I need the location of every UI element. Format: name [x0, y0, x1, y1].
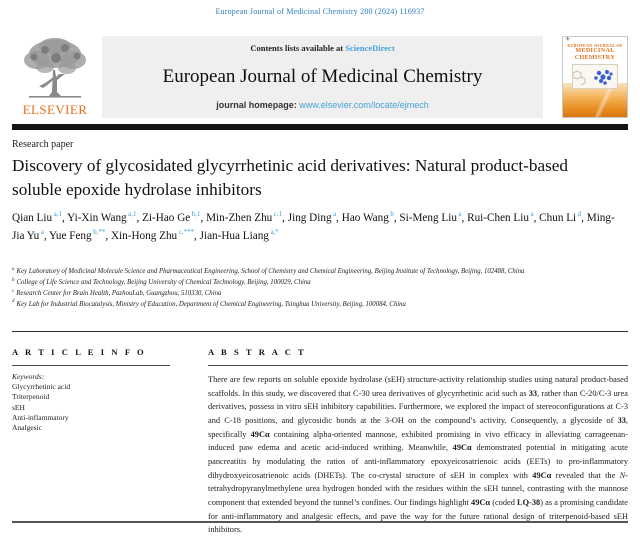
homepage-line	[216, 100, 429, 110]
author-separator: ,	[105, 229, 111, 242]
header-banner	[102, 36, 543, 118]
keyword-item: Anti-inflammatory	[12, 412, 69, 422]
author	[199, 227, 279, 242]
author-separator: ,	[461, 212, 468, 224]
homepage-link[interactable]: www.elsevier.com/locate/ejmech	[299, 100, 429, 110]
contents-prefix: Contents lists available at	[250, 43, 346, 53]
author-affiliation-marker: b,1	[191, 210, 201, 219]
author-separator: ,	[282, 212, 288, 224]
author	[206, 212, 288, 224]
journal-header	[12, 36, 628, 118]
author-name: Chun Li	[539, 212, 577, 224]
author-name: Min-Zhen Zhu	[206, 212, 273, 224]
affiliation-marker: b	[12, 277, 15, 283]
abstract-column	[208, 347, 628, 537]
affiliation-line	[12, 300, 624, 311]
affiliation-marker: d	[12, 299, 15, 305]
author	[539, 212, 587, 224]
keywords-list	[12, 382, 182, 433]
author-name: Yue Feng	[49, 229, 92, 242]
author	[12, 212, 67, 224]
journal-title: European Journal of Medicinal Chemistry	[162, 65, 483, 87]
author-affiliation-marker: a,*	[270, 227, 279, 236]
author	[110, 227, 200, 242]
affiliation-line	[12, 289, 624, 300]
author-affiliation-marker: d	[577, 210, 582, 219]
author	[399, 212, 467, 224]
author-separator: ,	[61, 212, 68, 224]
author-name: Hao Wang	[341, 212, 389, 224]
contents-line	[250, 43, 394, 53]
affiliation-line	[12, 267, 624, 278]
keyword-item: Glycyrrhetinic acid	[12, 382, 71, 392]
author-separator: ,	[136, 212, 143, 224]
author-list	[12, 210, 624, 245]
author-separator: ,	[393, 212, 400, 224]
author-affiliation-marker: c,***	[178, 227, 195, 236]
author-affiliation-marker: b	[390, 210, 394, 219]
cover-molecule-icon	[573, 65, 617, 88]
article-info-heading: A R T I C L E I N F O	[12, 347, 147, 357]
sciencedirect-link[interactable]: ScienceDirect	[345, 43, 395, 53]
article-info-rule	[12, 365, 170, 366]
journal-cover-thumbnail	[562, 36, 628, 118]
affiliation-marker: c	[12, 288, 15, 294]
top-citation: European Journal of Medicinal Chemistry 280 (2024) 116937	[215, 7, 425, 16]
author-separator: ,	[194, 229, 200, 242]
affiliation-line	[12, 278, 624, 289]
abstract-rule	[208, 365, 628, 366]
keywords-label: Keywords:	[12, 372, 45, 381]
affiliation-text: Key Laboratory of Medicinal Molecule Science and Pharmaceutical Engineering, School of Chemistry and Chemical Engineering, Beijing Institute of Technology, Beijing, 102488, China	[16, 268, 525, 275]
author-affiliation-marker: a	[40, 227, 44, 236]
affiliation-marker: a	[12, 266, 15, 272]
elsevier-logo	[12, 36, 98, 118]
author-name: Xin-Hong Zhu	[110, 229, 178, 242]
footer-divider	[12, 521, 628, 523]
author	[67, 212, 142, 224]
author-affiliation-marker: a,1	[53, 210, 62, 219]
elsevier-wordmark: ELSEVIER	[22, 102, 88, 117]
abstract-text: There are few reports on soluble epoxide hydrolase (sEH) structure-activity relationship studies using natural product-based scaffolds. In this study, we discovered that C-30 urea derivatives of glycyrrhetinic acid such as 33, rather than C-20/C-3 urea derivatives, possess in vitro sEH inhibitory capabilities. Furthermore, we explored the impact of stereoconfigurations at C-3 and C-18 positions, and glycosidic bonds at the 3-OH on the compound’s activity. Consequently, a glycoside of 33, specifically 49Cα containing alpha-oriented mannose, exhibited promising in vivo efficacy in alleviating carrageenan-induced paw edema and acetic acid-induced writhing. Meanwhile, 49Cα demonstrated potential in mitigating acute pancreatitis by modulating the ratios of anti-inflammatory epoxyeicosatrienoic acids (EETs) to pro-inflammatory dihydroxyeicosatrienoic acids (DHETs). The co-crystal structure of sEH in complex with 49Cα revealed that the N-tetrahydropyranylmethylene urea hydrogen bonded with the residues within the sEH tunnel, contrasting with the mannose component that extended beyond the tunnel’s confines. Our findings highlight 49Cα (coded LQ-38) as a promising candidate for anti-inflammatory and analgesic effects, and pave the way for the future rational design of triterpenoid-based sEH inhibitors.	[208, 375, 628, 535]
author-affiliation-marker: c,1	[273, 210, 283, 219]
author-separator: ,	[43, 229, 50, 242]
author-affiliation-marker: a	[333, 210, 337, 219]
affiliation-text: College of Life Science and Technology, Beijing University of Chemical Technology, Beijing, 100029, China	[16, 278, 311, 286]
author-name: Yi-Xin Wang	[67, 212, 127, 224]
cover-title-line3: CHEMISTRY	[574, 54, 616, 61]
author-affiliation-marker: a	[458, 210, 462, 219]
author-name: Si-Meng Liu	[399, 212, 457, 224]
author-name: Rui-Chen Liu	[467, 212, 529, 224]
cover-title-line1: EUROPEAN JOURNAL OF	[567, 43, 623, 48]
author	[49, 227, 111, 242]
cover-title-line2: MEDICINAL	[575, 48, 615, 54]
article-type-label: Research paper	[12, 139, 74, 150]
author	[467, 212, 539, 224]
affiliation-list	[12, 267, 624, 311]
author-separator: ,	[336, 212, 342, 224]
paper-title: Discovery of glycosidated glycyrrhetinic acid derivatives: Natural product-based soluble epoxide hydrolase inhibitors	[12, 156, 569, 199]
author-separator: ,	[200, 212, 207, 224]
author-name: Jing Ding	[287, 212, 332, 224]
keyword-item: sEH	[12, 402, 25, 412]
author	[142, 212, 206, 224]
affiliations-divider	[12, 331, 628, 332]
header-divider-bar	[12, 124, 628, 130]
author	[342, 212, 400, 224]
author	[288, 212, 342, 224]
author-affiliation-marker: a	[530, 210, 534, 219]
author-affiliation-marker: a,1	[128, 210, 137, 219]
abstract-heading: A B S T R A C T	[208, 347, 307, 357]
author-separator: ,	[533, 212, 540, 224]
author-affiliation-marker: b,**	[93, 227, 106, 236]
author-name: Zi-Hao Ge	[142, 212, 191, 224]
article-info-column	[12, 347, 182, 433]
affiliation-text: Research Center for Brain Health, PazhouLab, Guangzhou, 510330, China	[16, 289, 222, 297]
author-name: Qian Liu	[12, 212, 53, 224]
elsevier-tree-icon	[15, 36, 95, 100]
keyword-item: Triterpenoid	[12, 392, 50, 402]
cover-crest-icon: ⚜	[565, 37, 571, 43]
author-name: Jian-Hua Liang	[199, 229, 269, 242]
affiliation-text: Key Lab for Industrial Biocatalysis, Ministry of Education, Department of Chemical Engineering, Tsinghua University, Beijing, 100084, China	[16, 300, 406, 308]
homepage-prefix: journal homepage:	[216, 100, 300, 110]
keyword-item: Analgesic	[12, 423, 42, 433]
author-separator: ,	[581, 212, 587, 224]
author-name: Ming-Jia Yu	[12, 212, 615, 242]
cover-art	[572, 64, 618, 89]
